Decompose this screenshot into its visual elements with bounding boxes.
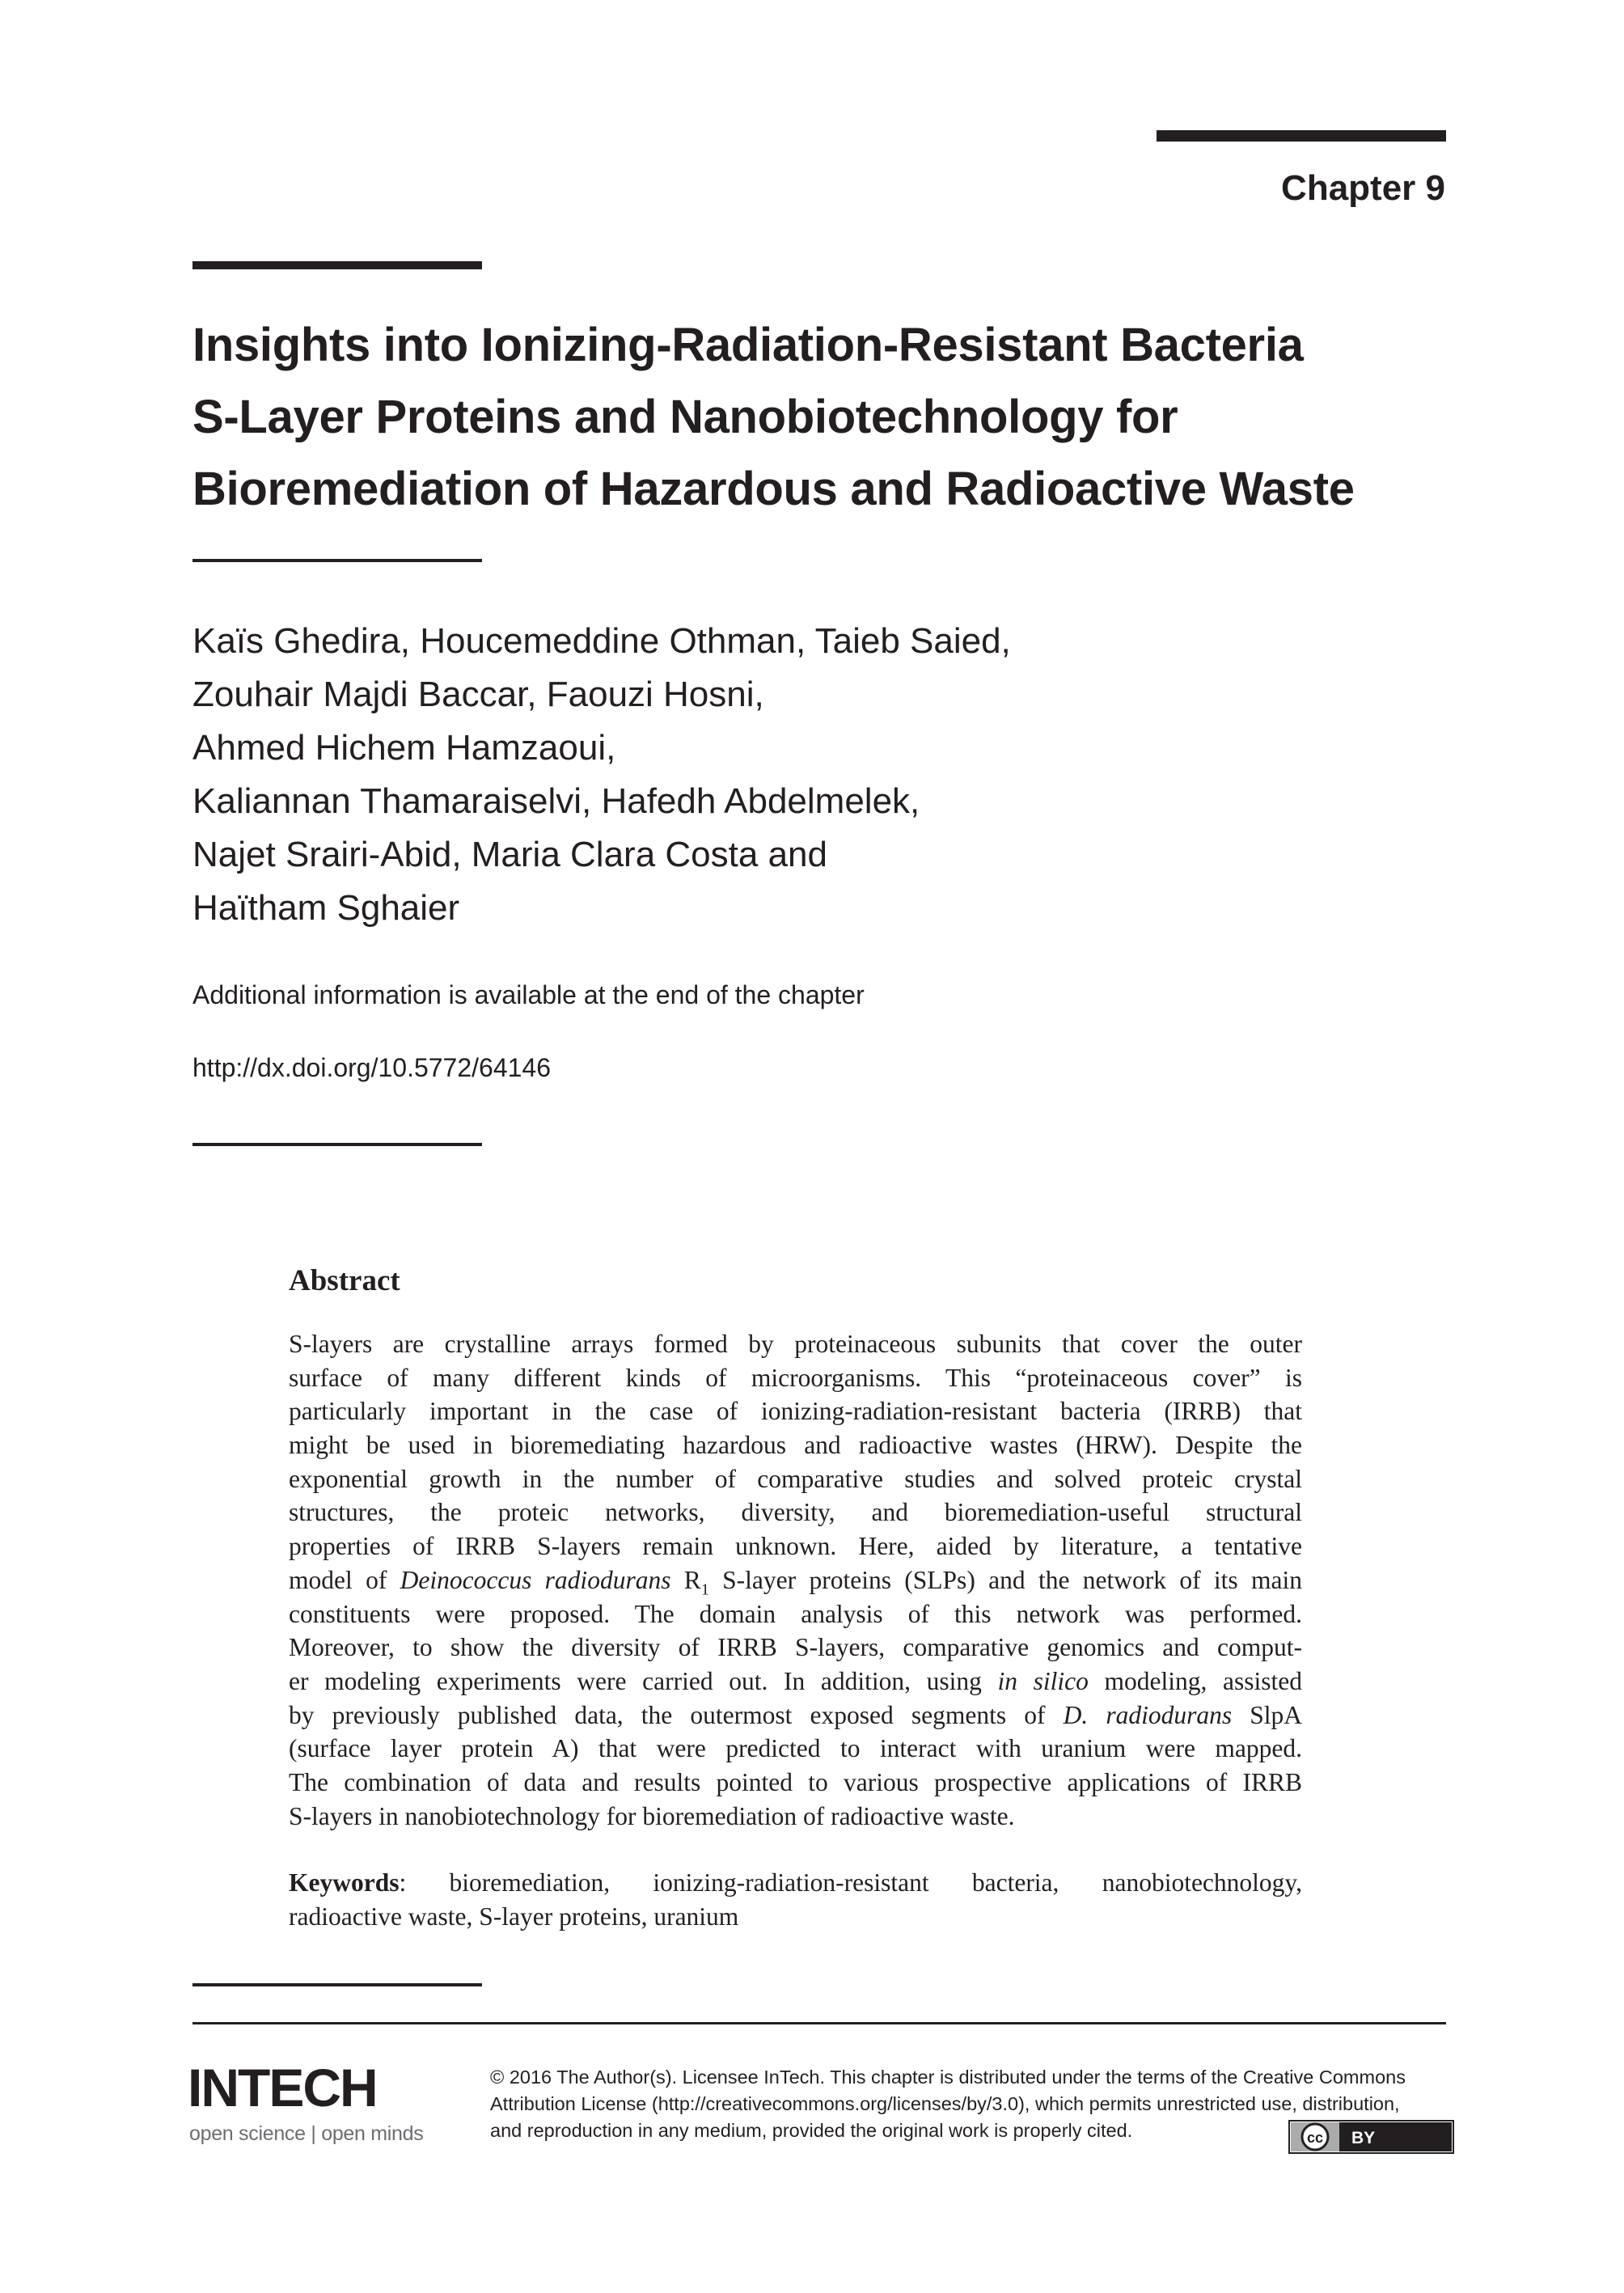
- author-list: [192, 615, 1011, 935]
- license-line: and reproduction in any medium, provided the original work is properly cited.: [490, 2120, 1133, 2141]
- abstract-line: constituents were proposed. The domain analysis of this network was performed.: [289, 1599, 1302, 1628]
- in-silico-term: in silico: [997, 1666, 1089, 1695]
- abstract-text: model of: [289, 1565, 400, 1594]
- abstract-text: by previously published data, the outermost exposed segments of: [289, 1700, 1064, 1729]
- abstract-line: structures, the proteic networks, diversity, and bioremediation-useful structural: [289, 1498, 1302, 1527]
- title-line: S-Layer Proteins and Nanobiotechnology for: [192, 391, 1178, 443]
- title-line: Insights into Ionizing-Radiation-Resistant Bacteria: [192, 319, 1304, 371]
- keywords-line: radioactive waste, S-layer proteins, uranium: [289, 1902, 739, 1931]
- doi-link[interactable]: http://dx.doi.org/10.5772/64146: [192, 1053, 552, 1082]
- cc-by-license-icon[interactable]: [1288, 2120, 1454, 2154]
- species-name: D. radiodurans: [1063, 1700, 1233, 1729]
- abstract-heading: Abstract: [289, 1264, 400, 1297]
- logo-tagline: open science | open minds: [189, 2122, 424, 2145]
- abstract-line: exponential growth in the number of comparative studies and solved proteic crystal: [289, 1464, 1302, 1493]
- author-line: Kaïs Ghedira, Houcemeddine Othman, Taieb Saied,: [192, 621, 1011, 661]
- abstract-body: [289, 1327, 1302, 1833]
- keywords: [289, 1866, 1302, 1933]
- keywords-rule: [192, 1983, 482, 1986]
- keywords-label: Keywords: [289, 1868, 400, 1897]
- species-name: Deinococcus radiodurans: [400, 1565, 671, 1594]
- abstract-line: (surface layer protein A) that were predicted to interact with uranium were mapped.: [289, 1734, 1302, 1763]
- keywords-line: [289, 1866, 1302, 1900]
- author-line: Zouhair Majdi Baccar, Faouzi Hosni,: [192, 675, 764, 714]
- chapter-label: Chapter 9: [1281, 168, 1445, 208]
- logo-wordmark: INTECH: [188, 2058, 377, 2117]
- abstract-text: S-layer proteins (SLPs) and the network of its main: [708, 1565, 1303, 1594]
- title-top-rule: [192, 261, 482, 269]
- doi-rule: [192, 1143, 482, 1146]
- chapter-rule: [1157, 130, 1446, 142]
- abstract-text: SlpA: [1232, 1700, 1302, 1729]
- abstract-text: modeling, assisted: [1088, 1666, 1302, 1695]
- abstract-line: S-layers are crystalline arrays formed by proteinaceous subunits that cover the outer: [289, 1330, 1302, 1358]
- author-line: Kaliannan Thamaraiselvi, Hafedh Abdelmelek,: [192, 781, 920, 821]
- license-line: Attribution License (http://creativecommons.org/licenses/by/3.0), which permits unrestricted use, distribution,: [490, 2093, 1400, 2114]
- abstract-line: The combination of data and results pointed to various prospective applications of IRRB: [289, 1767, 1302, 1796]
- intech-logo: [188, 2058, 424, 2145]
- abstract-line: surface of many different kinds of microorganisms. This “proteinaceous cover” is: [289, 1363, 1302, 1392]
- abstract-line: [289, 1665, 1302, 1699]
- title-line: Bioremediation of Hazardous and Radioactive Waste: [192, 463, 1355, 515]
- abstract-line: S-layers in nanobiotechnology for bioremediation of radioactive waste.: [289, 1801, 1015, 1830]
- abstract-line: Moreover, to show the diversity of IRRB S-layers, comparative genomics and comput-: [289, 1633, 1302, 1662]
- abstract-text: er modeling experiments were carried out. In addition, using: [289, 1666, 998, 1695]
- license-line: © 2016 The Author(s). Licensee InTech. This chapter is distributed under the terms of the Creative Commons: [490, 2067, 1406, 2088]
- abstract-line: particularly important in the case of ionizing-radiation-resistant bacteria (IRRB) that: [289, 1397, 1302, 1426]
- abstract-line: might be used in bioremediating hazardous and radioactive wastes (HRW). Despite the: [289, 1431, 1302, 1460]
- abstract-line: properties of IRRB S-layers remain unknown. Here, aided by literature, a tentative: [289, 1532, 1302, 1561]
- abstract-text: R: [670, 1565, 701, 1594]
- author-line: Najet Srairi-Abid, Maria Clara Costa and: [192, 835, 827, 874]
- additional-info-note: Additional information is available at the end of the chapter: [192, 980, 865, 1009]
- keywords-text: : bioremediation, ionizing-radiation-resistant bacteria, nanobiotechnology,: [399, 1868, 1302, 1897]
- footer-rule: [192, 2022, 1446, 2024]
- cc-badge-right: BY: [1351, 2129, 1376, 2147]
- author-line: Haïtham Sghaier: [192, 888, 460, 928]
- title-bottom-rule: [192, 559, 482, 562]
- abstract-line: [289, 1563, 1302, 1597]
- abstract-line: [289, 1699, 1302, 1732]
- strain-subscript: 1: [700, 1580, 709, 1599]
- author-line: Ahmed Hichem Hamzaoui,: [192, 728, 616, 768]
- cc-badge-left: cc: [1306, 2130, 1324, 2146]
- chapter-title: [192, 309, 1454, 525]
